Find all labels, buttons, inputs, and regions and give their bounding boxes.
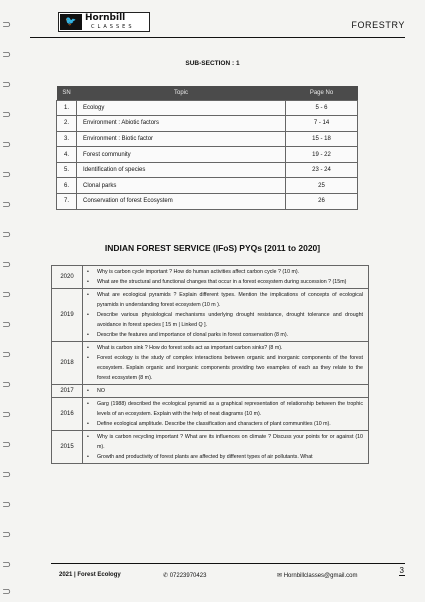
row-page: 5 - 6 <box>286 100 358 116</box>
email-icon: ✉ <box>277 573 283 579</box>
table-row <box>57 116 358 132</box>
row-topic: Conservation of forest Ecosystem <box>77 194 286 210</box>
spiral-binding: ⊃ ⊃ ⊃ ⊃ ⊃ ⊃ ⊃ ⊃ ⊃ ⊃ ⊃ ⊃ ⊃ ⊃ ⊃ ⊃ ⊃ ⊃ ⊃ ⊃ <box>2 18 12 598</box>
row-sn: 2. <box>57 116 77 132</box>
questions-cell <box>83 431 369 464</box>
question-item: • Why is carbon cycle important ? How do human activities affect carbon cycle ? (10 m). <box>86 267 363 277</box>
table-row <box>52 266 369 289</box>
year-cell: 2015 <box>52 431 83 464</box>
pyq-title: INDIAN FOREST SERVICE (IFoS) PYQs [2011 to 2020] <box>104 243 321 253</box>
row-topic: Forest community <box>77 147 286 163</box>
table-row <box>57 194 358 210</box>
year-cell: 2016 <box>52 398 83 431</box>
row-topic: Environment : Biotic factor <box>77 131 286 147</box>
row-sn: 4. <box>57 147 77 163</box>
row-page: 19 - 22 <box>286 147 358 163</box>
hornbill-bird-icon: 🐦 <box>60 14 82 30</box>
table-row <box>52 398 369 431</box>
year-cell: 2018 <box>52 342 83 385</box>
subsection-title: SUB-SECTION : 1 <box>185 60 240 67</box>
question-item: • What are the structural and functional changes that occur in a forest ecosystem during succession ? (15m) <box>86 277 363 287</box>
question-item: • Define ecological amplitude. Describe the classification and characters of plant communities (10 m). <box>86 419 363 429</box>
page-number: 3 <box>399 566 404 575</box>
whatsapp-icon: ✆ <box>163 573 169 579</box>
row-topic: Clonal parks <box>77 178 286 194</box>
row-sn: 1. <box>57 100 77 116</box>
question-item: • NO <box>86 386 363 396</box>
row-page: 25 <box>286 178 358 194</box>
question-item: • Describe the features and importance of clonal parks in forest conservation (8 m). <box>86 330 363 340</box>
questions-cell <box>83 385 369 398</box>
row-sn: 7. <box>57 194 77 210</box>
row-page: 23 - 24 <box>286 162 358 178</box>
table-row <box>52 342 369 385</box>
footer-phone <box>163 572 206 579</box>
subject-title: FORESTRY <box>351 20 405 30</box>
year-cell: 2017 <box>52 385 83 398</box>
year-cell: 2019 <box>52 289 83 342</box>
row-topic: Identification of species <box>77 162 286 178</box>
year-cell: 2020 <box>52 266 83 289</box>
question-item: • Why is carbon recycling important ? What are its influences on climate ? Discuss your points for or against (10 m). <box>86 432 363 452</box>
question-item: • Garg (1988) described the ecological pyramid as a graphical representation of relationship between the trophic levels of an ecosystem. Explain with the help of neat diagrams (10 m). <box>86 399 363 419</box>
row-topic: Ecology <box>77 100 286 116</box>
hornbill-logo <box>58 12 150 32</box>
contents-table <box>56 86 358 210</box>
column-header-page: Page No <box>286 86 358 100</box>
question-item: • Growth and productivity of forest plants are affected by different types of air pollutants. What <box>86 452 363 462</box>
column-header-topic: Topic <box>77 86 286 100</box>
page-header <box>30 10 405 38</box>
table-row <box>57 131 358 147</box>
footer-email <box>277 572 357 579</box>
questions-cell <box>83 398 369 431</box>
question-item: • What is carbon sink ? How do forest soils act as important carbon sinks? (8 m). <box>86 343 363 353</box>
row-sn: 6. <box>57 178 77 194</box>
footer-course: 2021 | Forest Ecology <box>59 572 121 578</box>
table-row <box>57 178 358 194</box>
pyq-table <box>51 265 369 464</box>
row-page: 15 - 18 <box>286 131 358 147</box>
table-row <box>52 289 369 342</box>
logo-subtitle: CLASSES <box>91 24 135 30</box>
table-row <box>52 431 369 464</box>
logo-name: Hornbill <box>85 13 126 23</box>
table-row <box>57 162 358 178</box>
row-page: 26 <box>286 194 358 210</box>
question-item: • Forest ecology is the study of complex interactions between organic and inorganic components of the forest ecosystem. Explain organic and inorganic components providing two examples of each as they relate to the forest ecosystem (8 m). <box>86 353 363 383</box>
questions-cell <box>83 289 369 342</box>
row-topic: Environment : Abiotic factors <box>77 116 286 132</box>
column-header-sn: SN <box>57 86 77 100</box>
row-sn: 3. <box>57 131 77 147</box>
questions-cell <box>83 266 369 289</box>
table-row <box>57 100 358 116</box>
table-row <box>52 385 369 398</box>
page-footer <box>51 563 405 583</box>
phone-number: 07223970423 <box>169 573 207 579</box>
question-item: • What are ecological pyramids ? Explain different types. Mention the implications of concepts of ecological pyramids in understanding forest ecosystem (10 m ). <box>86 290 363 310</box>
row-sn: 5. <box>57 162 77 178</box>
row-page: 7 - 14 <box>286 116 358 132</box>
email-address: Hornbillclasses@gmail.com <box>283 573 358 579</box>
contents-header-row <box>57 86 358 100</box>
table-row <box>57 147 358 163</box>
questions-cell <box>83 342 369 385</box>
question-item: • Describe various physiological mechanisms underlying drought resistance, drought tolerance and drought avoidance in forest species [ 15 m | Linked Q ]. <box>86 310 363 330</box>
